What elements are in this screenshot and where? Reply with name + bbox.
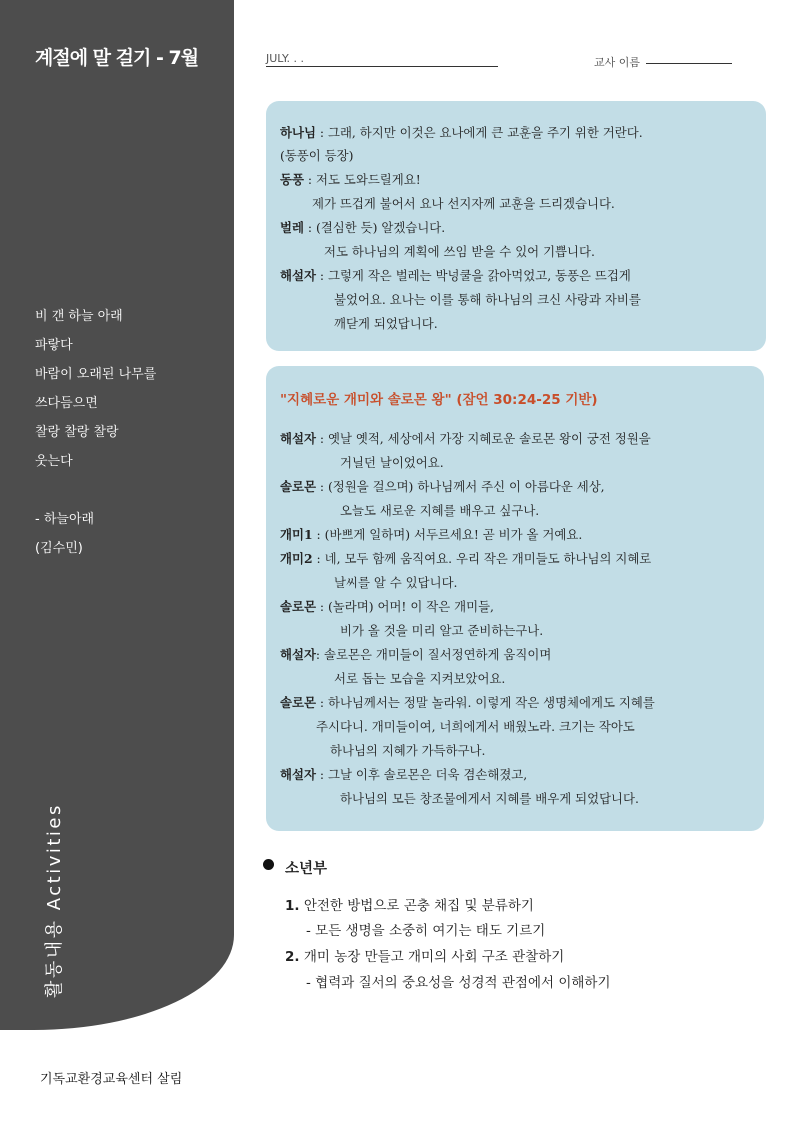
activity-text: 안전한 방법으로 곤충 채집 및 분류하기 [299,898,534,914]
script-line [280,170,421,188]
activity-item [285,894,534,914]
script-line [280,429,651,447]
script-line [334,290,641,308]
script-line [316,717,635,735]
poem-line: 웃는다 [35,454,73,469]
dialogue: 불었어요. 요나는 이를 통해 하나님의 크신 사랑과 자비를 [334,292,641,307]
dialogue: : 네, 모두 함께 움직여요. 우리 작은 개미들도 하나님의 지혜로 [312,551,652,566]
dialogue: : 저도 도와드릴게요! [303,172,421,187]
script-line [280,645,551,663]
teacher-name-label: 교사 이름 [594,56,641,69]
script-line [334,314,438,332]
dialogue: : (바쁘게 일하며) 서두르세요! 곧 비가 올 거예요. [312,527,583,542]
dialogue: : (결심한 듯) 알겠습니다. [303,220,446,235]
script-box-ants [266,366,764,831]
script-line [280,597,494,615]
poem-line: 비 갠 하늘 아래 [35,309,123,324]
script-line [280,525,582,543]
speaker: 해설자 [280,431,316,446]
dialogue: 날씨를 알 수 있답니다. [334,575,458,590]
activity-item [285,945,564,965]
speaker: 벌레 [280,220,304,235]
activity-text: - 협력과 질서의 중요성을 성경적 관점에서 이해하기 [306,975,611,991]
script-line [280,765,527,783]
sidebar [0,0,234,1030]
dialogue: 하나님의 모든 창조물에게서 지혜를 배우게 되었답니다. [340,791,639,806]
dialogue: : 그렇게 작은 벌레는 박넝쿨을 갉아먹었고, 동풍은 뜨겁게 [315,268,631,283]
script-line [280,477,605,495]
script-line [324,242,595,260]
script-line [340,453,444,471]
speaker: 솔로몬 [280,479,316,494]
dialogue: : 그날 이후 솔로몬은 더욱 겸손해졌고, [315,767,528,782]
speaker: 개미1 [280,527,313,542]
dialogue: : (놀라며) 어머! 이 작은 개미들, [315,599,494,614]
script-line [280,266,631,284]
speaker: 솔로몬 [280,695,316,710]
dialogue: 저도 하나님의 계획에 쓰임 받을 수 있어 기쁩니다. [324,244,595,259]
speaker: 하나님 [280,125,316,140]
section-label: 소년부 [285,861,328,877]
speaker: 동풍 [280,172,304,187]
script-line [280,549,651,567]
dialogue: 오늘도 새로운 지혜를 배우고 싶구나. [340,503,540,518]
page-title: 계절에 말 걸기 - 7월 [35,47,199,69]
bullet-icon [263,859,274,870]
script-line [280,693,655,711]
dialogue: : 옛날 옛적, 세상에서 가장 지혜로운 솔로몬 왕이 궁전 정원을 [315,431,651,446]
script-line [280,218,445,236]
activity-subitem [306,919,545,939]
script-line [280,123,643,141]
activity-number: 1. [285,898,300,914]
poem-line: 찰랑 찰랑 찰랑 [35,425,119,440]
poem-line: 쓰다듬으면 [35,396,98,411]
script-line [340,789,639,807]
poem-author-line: (김수민) [35,541,83,556]
speaker: 솔로몬 [280,599,316,614]
teacher-name-field[interactable] [594,54,732,70]
dialogue: 하나님의 지혜가 가득하구나. [330,743,486,758]
date-field[interactable]: JULY. . . [266,52,498,67]
script-line [280,146,353,164]
activities-vertical-label: 활동내용 Activities [44,803,65,998]
teacher-name-underline [646,63,732,64]
dialogue: 제가 뜨겁게 불어서 요나 선지자께 교훈을 드리겠습니다. [312,196,615,211]
dialogue: : 하나님께서는 정말 놀라워. 이렇게 작은 생명체에게도 지혜를 [315,695,655,710]
script-box-jonah [266,101,766,351]
poem-line: 파랗다 [35,338,73,353]
dialogue: : 그래, 하지만 이것은 요나에게 큰 교훈을 주기 위한 거란다. [315,125,643,140]
script-line [340,501,539,519]
activity-text: - 모든 생명을 소중히 여기는 태도 기르기 [306,923,546,939]
speaker: 개미2 [280,551,313,566]
dialogue: (동풍이 등장) [280,148,354,163]
speaker: 해설자 [280,767,316,782]
dialogue: 깨닫게 되었답니다. [334,316,438,331]
speaker: 해설자 [280,647,316,662]
activity-text: 개미 농장 만들고 개미의 사회 구조 관찰하기 [299,949,565,965]
activity-number: 2. [285,949,300,965]
poem-line [35,476,156,505]
dialogue: 주시다니. 개미들이여, 너희에게서 배웠노라. 크기는 작아도 [316,719,635,734]
script-line [312,194,615,212]
dialogue: : 솔로몬은 개미들이 질서정연하게 움직이며 [315,647,552,662]
speaker: 해설자 [280,268,316,283]
script-heading: "지혜로운 개미와 솔로몬 왕" (잠언 30:24-25 기반) [280,392,598,408]
footer-organization: 기독교환경교육센터 살림 [40,1072,183,1087]
script-line [340,621,543,639]
dialogue: : (정원을 걸으며) 하나님께서 주신 이 아름다운 세상, [315,479,605,494]
script-line [334,573,457,591]
script-line [330,741,485,759]
poem-author-line: - 하늘아래 [35,512,95,527]
dialogue: 비가 올 것을 미리 알고 준비하는구나. [340,623,544,638]
dialogue: 서로 돕는 모습을 지켜보았어요. [334,671,506,686]
poem-line: 바람이 오래된 나무를 [35,367,157,382]
dialogue: 거닐던 날이었어요. [340,455,444,470]
script-line [334,669,505,687]
activity-subitem [306,971,610,991]
seasonal-poem [35,302,156,563]
